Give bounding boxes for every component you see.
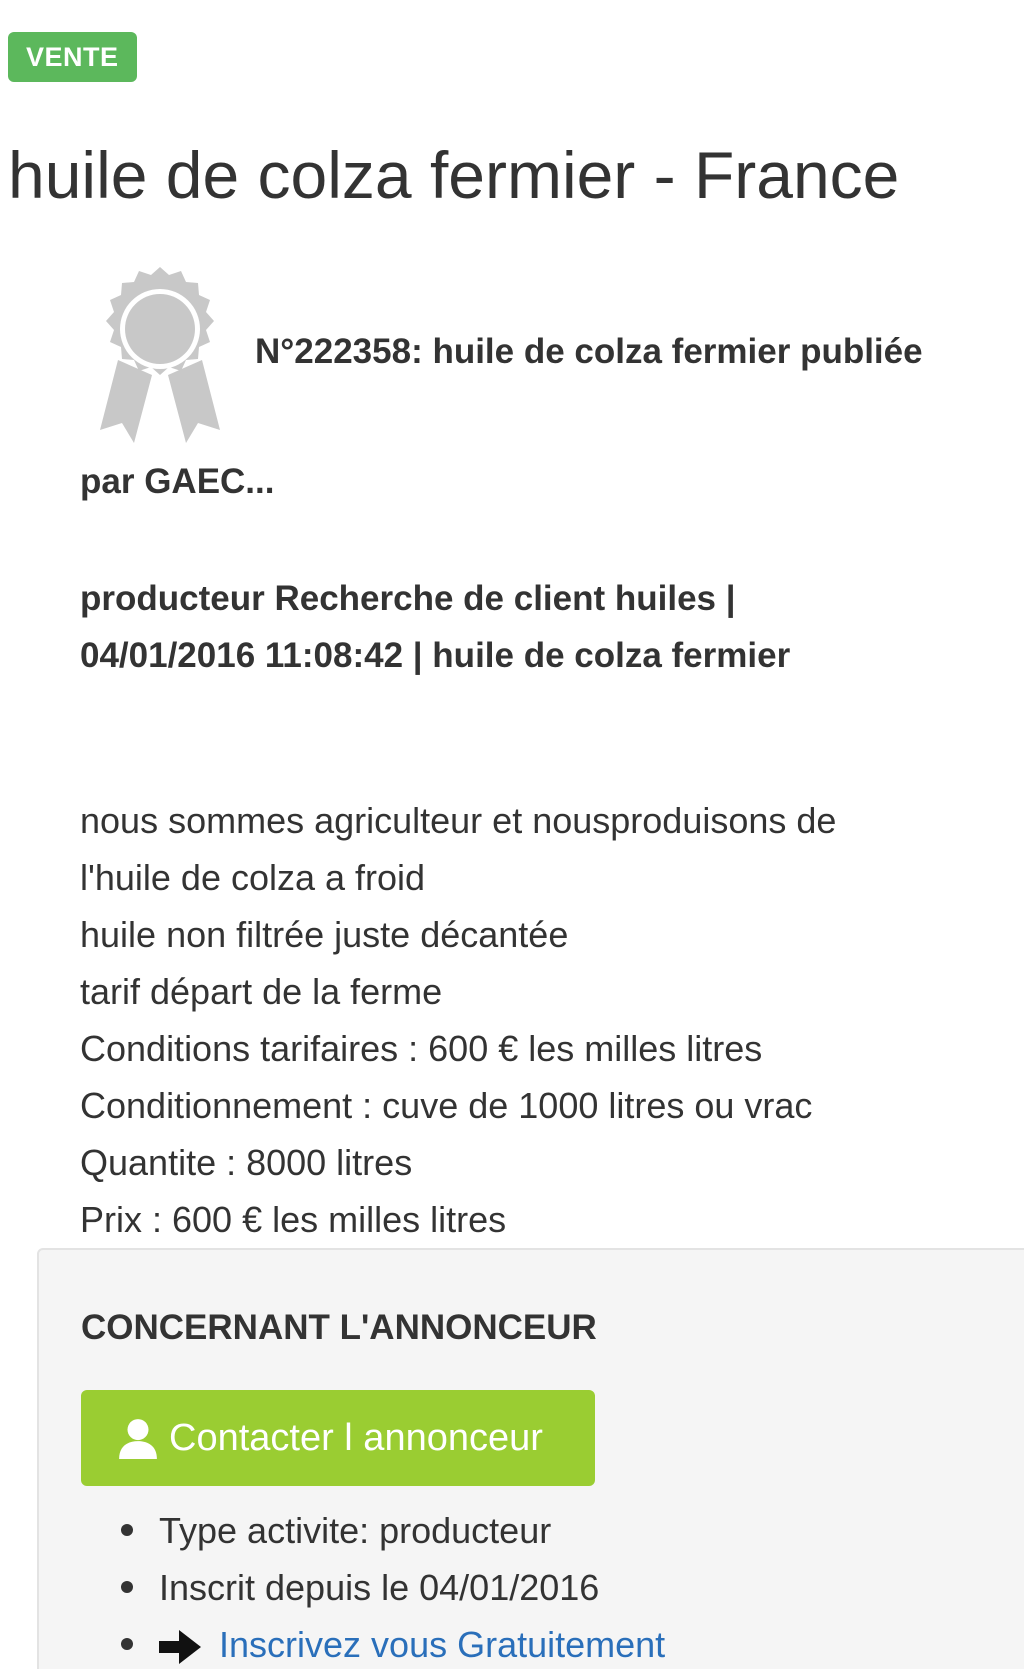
arrow-right-icon (159, 1630, 201, 1664)
bullet (121, 1524, 133, 1536)
advertiser-panel (37, 1248, 1024, 1669)
description-line: nous sommes agriculteur et nousproduisons de (80, 800, 837, 841)
advertiser-info-list (159, 1502, 665, 1669)
user-icon (117, 1417, 159, 1459)
sale-badge: VENTE (8, 32, 137, 82)
listing-meta-category: producteur Recherche de client huiles | (80, 579, 736, 618)
description-line: Prix : 600 € les milles litres (80, 1199, 507, 1240)
description-line: Conditionnement : cuve de 1000 litres ou vrac (80, 1085, 813, 1126)
page-title: huile de colza fermier - France (8, 138, 900, 212)
listing-heading-publisher: par GAEC... (80, 462, 275, 501)
listing-meta (80, 570, 980, 684)
listing-heading-number: N°222358: huile de colza fermier publiée (255, 332, 923, 371)
description-line: tarif départ de la ferme (80, 971, 443, 1012)
list-item (159, 1502, 665, 1559)
activity-type: Type activite: producteur (159, 1510, 552, 1551)
contact-advertiser-label: Contacter l annonceur (169, 1416, 543, 1459)
contact-advertiser-button[interactable] (81, 1390, 595, 1486)
bullet (121, 1581, 133, 1593)
bullet (121, 1638, 133, 1650)
member-since: Inscrit depuis le 04/01/2016 (159, 1567, 600, 1608)
description-line: Conditions tarifaires : 600 € les milles litres (80, 1028, 763, 1069)
description-line: l'huile de colza a froid (80, 857, 426, 898)
listing-meta-date: 04/01/2016 11:08:42 | huile de colza fermier (80, 636, 791, 675)
list-item (159, 1616, 665, 1669)
list-item (159, 1559, 665, 1616)
description-line: Quantite : 8000 litres (80, 1142, 413, 1183)
listing-heading (80, 325, 1010, 509)
listing-description (80, 792, 1000, 1248)
description-line: huile non filtrée juste décantée (80, 914, 569, 955)
signup-link[interactable]: Inscrivez vous Gratuitement (219, 1624, 666, 1665)
advertiser-title: CONCERNANT L'ANNONCEUR (81, 1308, 597, 1347)
